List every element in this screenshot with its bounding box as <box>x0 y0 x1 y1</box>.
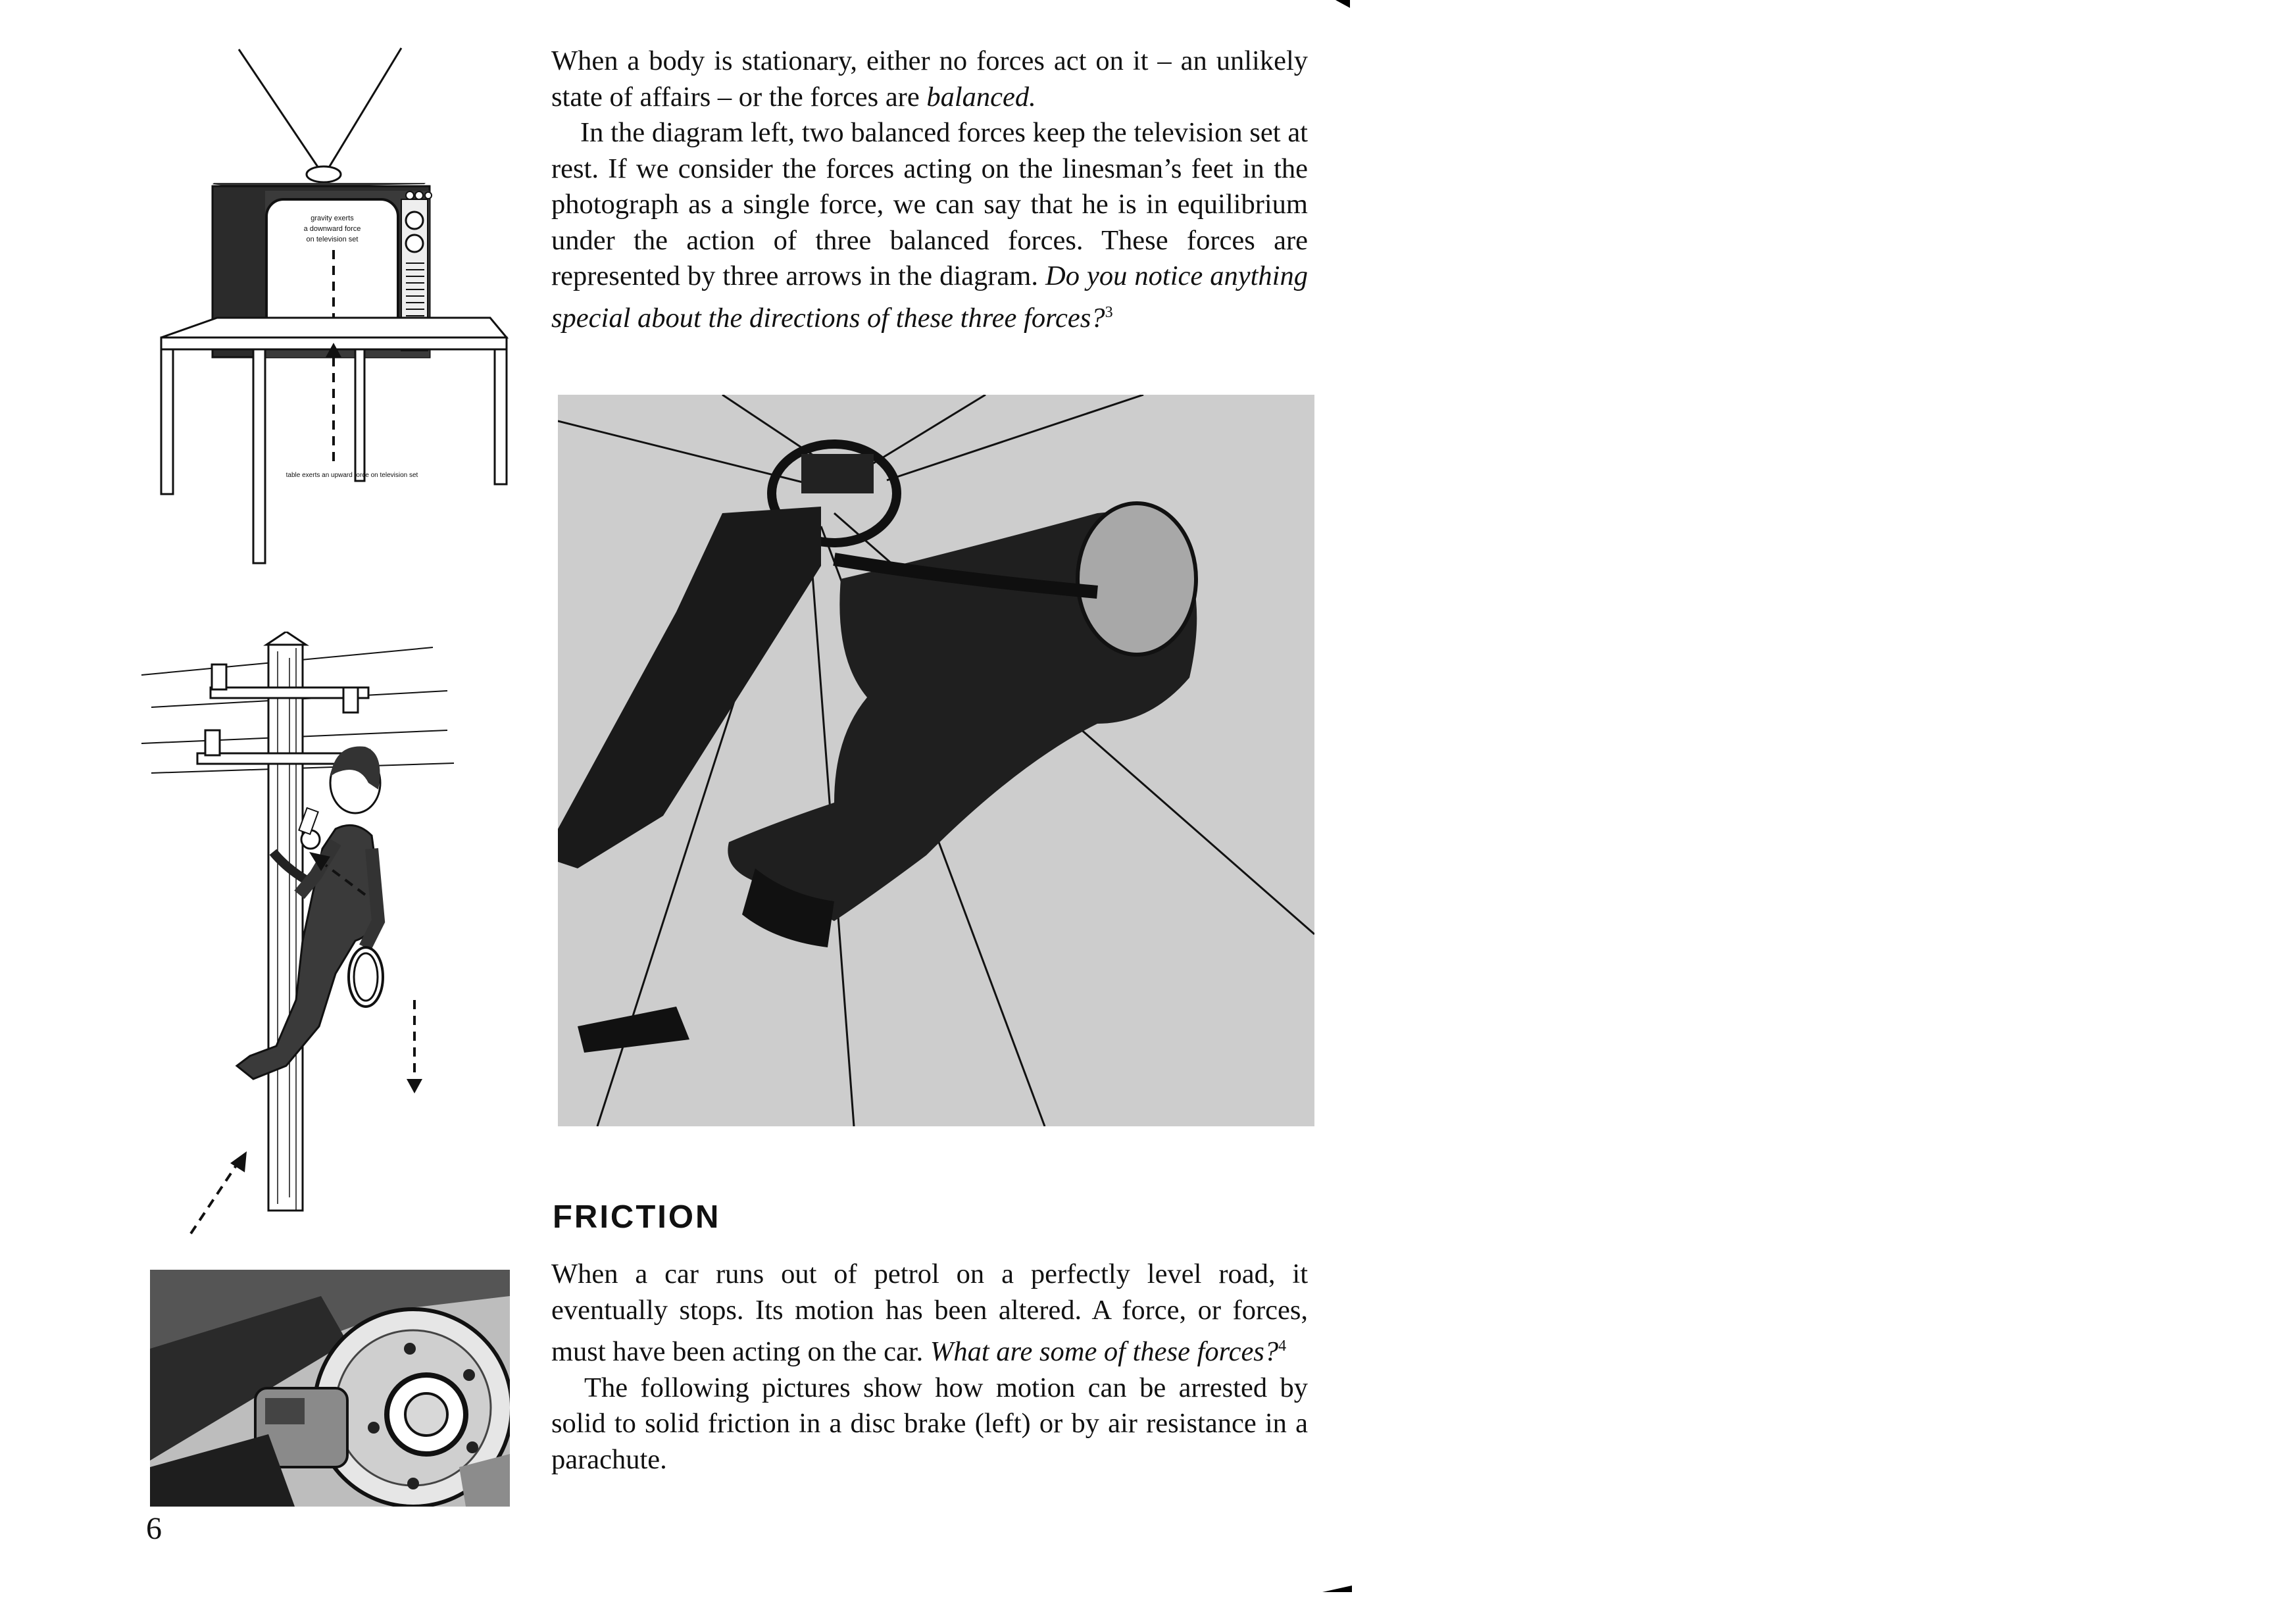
tv-on-table-diagram <box>141 43 516 595</box>
friction-question: What are some of these forces? <box>930 1336 1279 1368</box>
diagram-text: In the diagram left, two balanced forces keep the television set at rest. If we consider the forces acting on the linesman’s feet in the photograph as a single force, we can say that he is in equilibrium under the action of three balanced forces. These forces are represented by three arrows in the diagram. <box>551 117 1308 291</box>
gravity-label-line-2: a downward force <box>303 225 361 233</box>
disc-brake-photo <box>150 1270 510 1507</box>
friction-text: When a car runs out of petrol on a perfectly level road, it eventually stops. Its motion has been altered. A force, or forces, must have been acting on the car. <box>551 1259 1308 1368</box>
intro-paragraph <box>551 43 1308 115</box>
corner-mark-bottom <box>1322 1586 1352 1592</box>
linesman-photograph <box>558 395 1314 1126</box>
foot-force-arrowhead <box>230 1151 247 1172</box>
gravity-label-line-1: gravity exerts <box>311 214 354 222</box>
friction-text-block <box>551 1257 1308 1478</box>
friction-paragraph <box>551 1257 1308 1370</box>
table-label: table exerts an upward force on television set <box>286 472 418 479</box>
footnote-4: 4 <box>1278 1338 1287 1355</box>
gravity-label-line-3: on television set <box>306 236 359 243</box>
foot-force-arrow <box>191 1164 237 1234</box>
section-heading: FRICTION <box>553 1199 721 1235</box>
linesman-pole-diagram <box>138 632 523 1237</box>
top-text-block <box>551 43 1308 336</box>
corner-mark-top <box>1335 0 1350 8</box>
diagram-question: Do you notice anything special about the directions of these three forces? <box>551 261 1308 334</box>
intro-italic: balanced. <box>926 81 1036 113</box>
footnote-3: 3 <box>1105 303 1113 321</box>
intro-text: When a body is stationary, either no forces act on it – an unlikely state of affairs – or the forces are <box>551 45 1308 113</box>
pictures-paragraph: The following pictures show how motion can be arrested by solid to solid friction in a disc brake (left) or by air resistance in a parachute. <box>551 1372 1308 1475</box>
weight-force-arrowhead <box>407 1079 422 1093</box>
diagram-paragraph <box>551 115 1308 336</box>
page-number: 6 <box>146 1511 162 1546</box>
